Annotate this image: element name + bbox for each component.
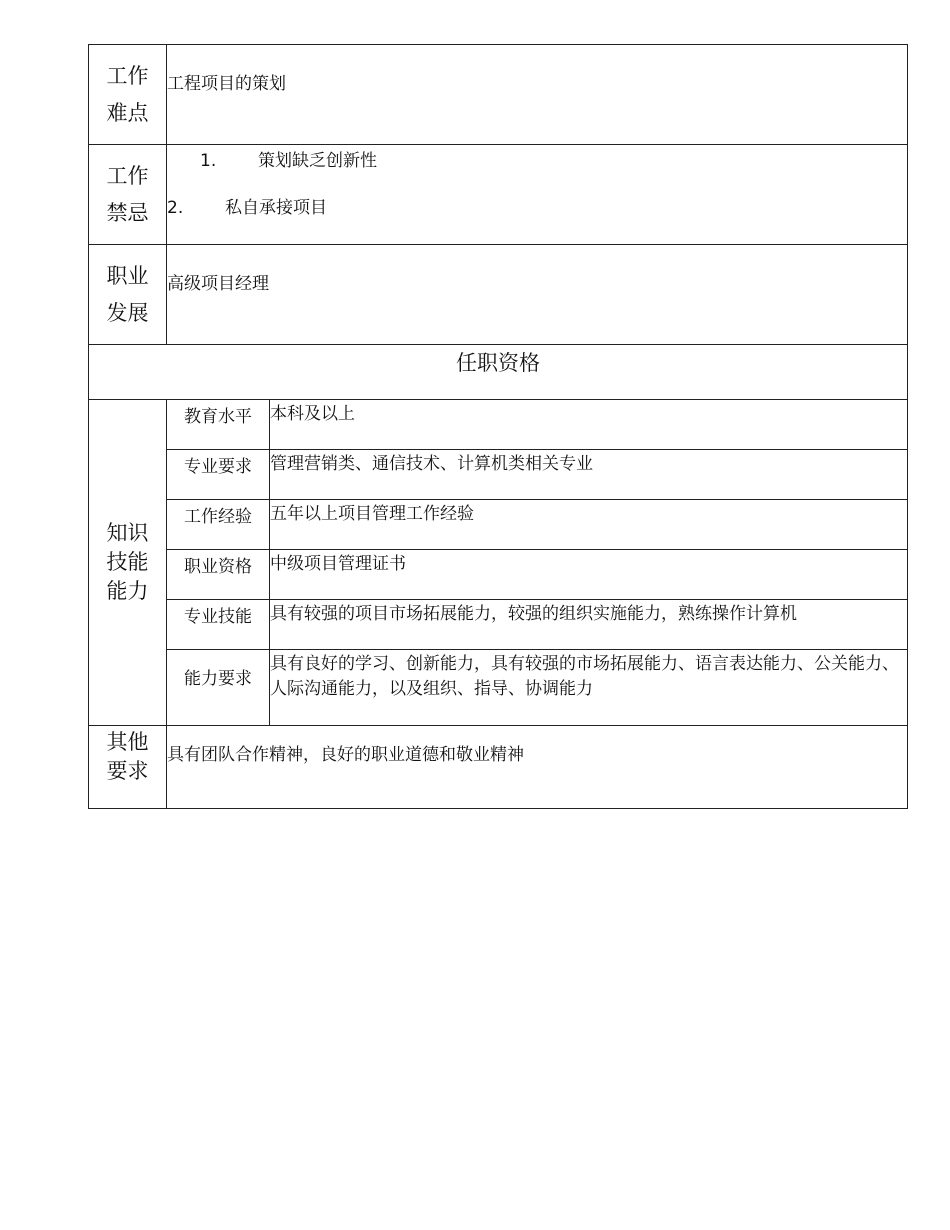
skill-row [89,600,908,650]
qualification-title: 任职资格 [89,345,908,400]
other-text: 具有团队合作精神，良好的职业道德和敬业精神 [167,726,908,809]
skill-row [89,450,908,500]
skill-row [89,650,908,726]
skill-label: 教育水平 [167,400,270,450]
skill-row [89,500,908,550]
skill-label: 能力要求 [167,650,270,726]
career-label: 职业 发展 [89,245,167,345]
skill-value: 管理营销类、通信技术、计算机类相关专业 [270,450,908,500]
difficulty-text: 工程项目的策划 [167,45,908,145]
taboo-item: 1. 策划缺乏创新性 [200,151,377,171]
skill-row [89,550,908,600]
skill-label: 专业技能 [167,600,270,650]
skill-label: 职业资格 [167,550,270,600]
skills-label: 知识 技能 能力 [89,400,167,726]
other-label: 其他 要求 [89,726,167,809]
career-text: 高级项目经理 [167,245,908,345]
skill-value: 具有良好的学习、创新能力，具有较强的市场拓展能力、语言表达能力、公关能力、人际沟通能力，以及组织、指导、协调能力 [270,650,908,726]
qualification-title-row [89,345,908,400]
taboo-item: 2. 私自承接项目 [167,198,327,218]
difficulty-row [89,45,908,145]
other-row [89,726,908,809]
taboo-row [89,145,908,245]
skill-label: 工作经验 [167,500,270,550]
skill-value: 本科及以上 [270,400,908,450]
skill-value: 具有较强的项目市场拓展能力，较强的组织实施能力，熟练操作计算机 [270,600,908,650]
job-description-table [88,44,908,809]
taboo-list [167,145,908,245]
difficulty-label: 工作 难点 [89,45,167,145]
taboo-label: 工作 禁忌 [89,145,167,245]
skill-row [89,400,908,450]
skill-value: 中级项目管理证书 [270,550,908,600]
skill-value: 五年以上项目管理工作经验 [270,500,908,550]
skill-label: 专业要求 [167,450,270,500]
career-row [89,245,908,345]
